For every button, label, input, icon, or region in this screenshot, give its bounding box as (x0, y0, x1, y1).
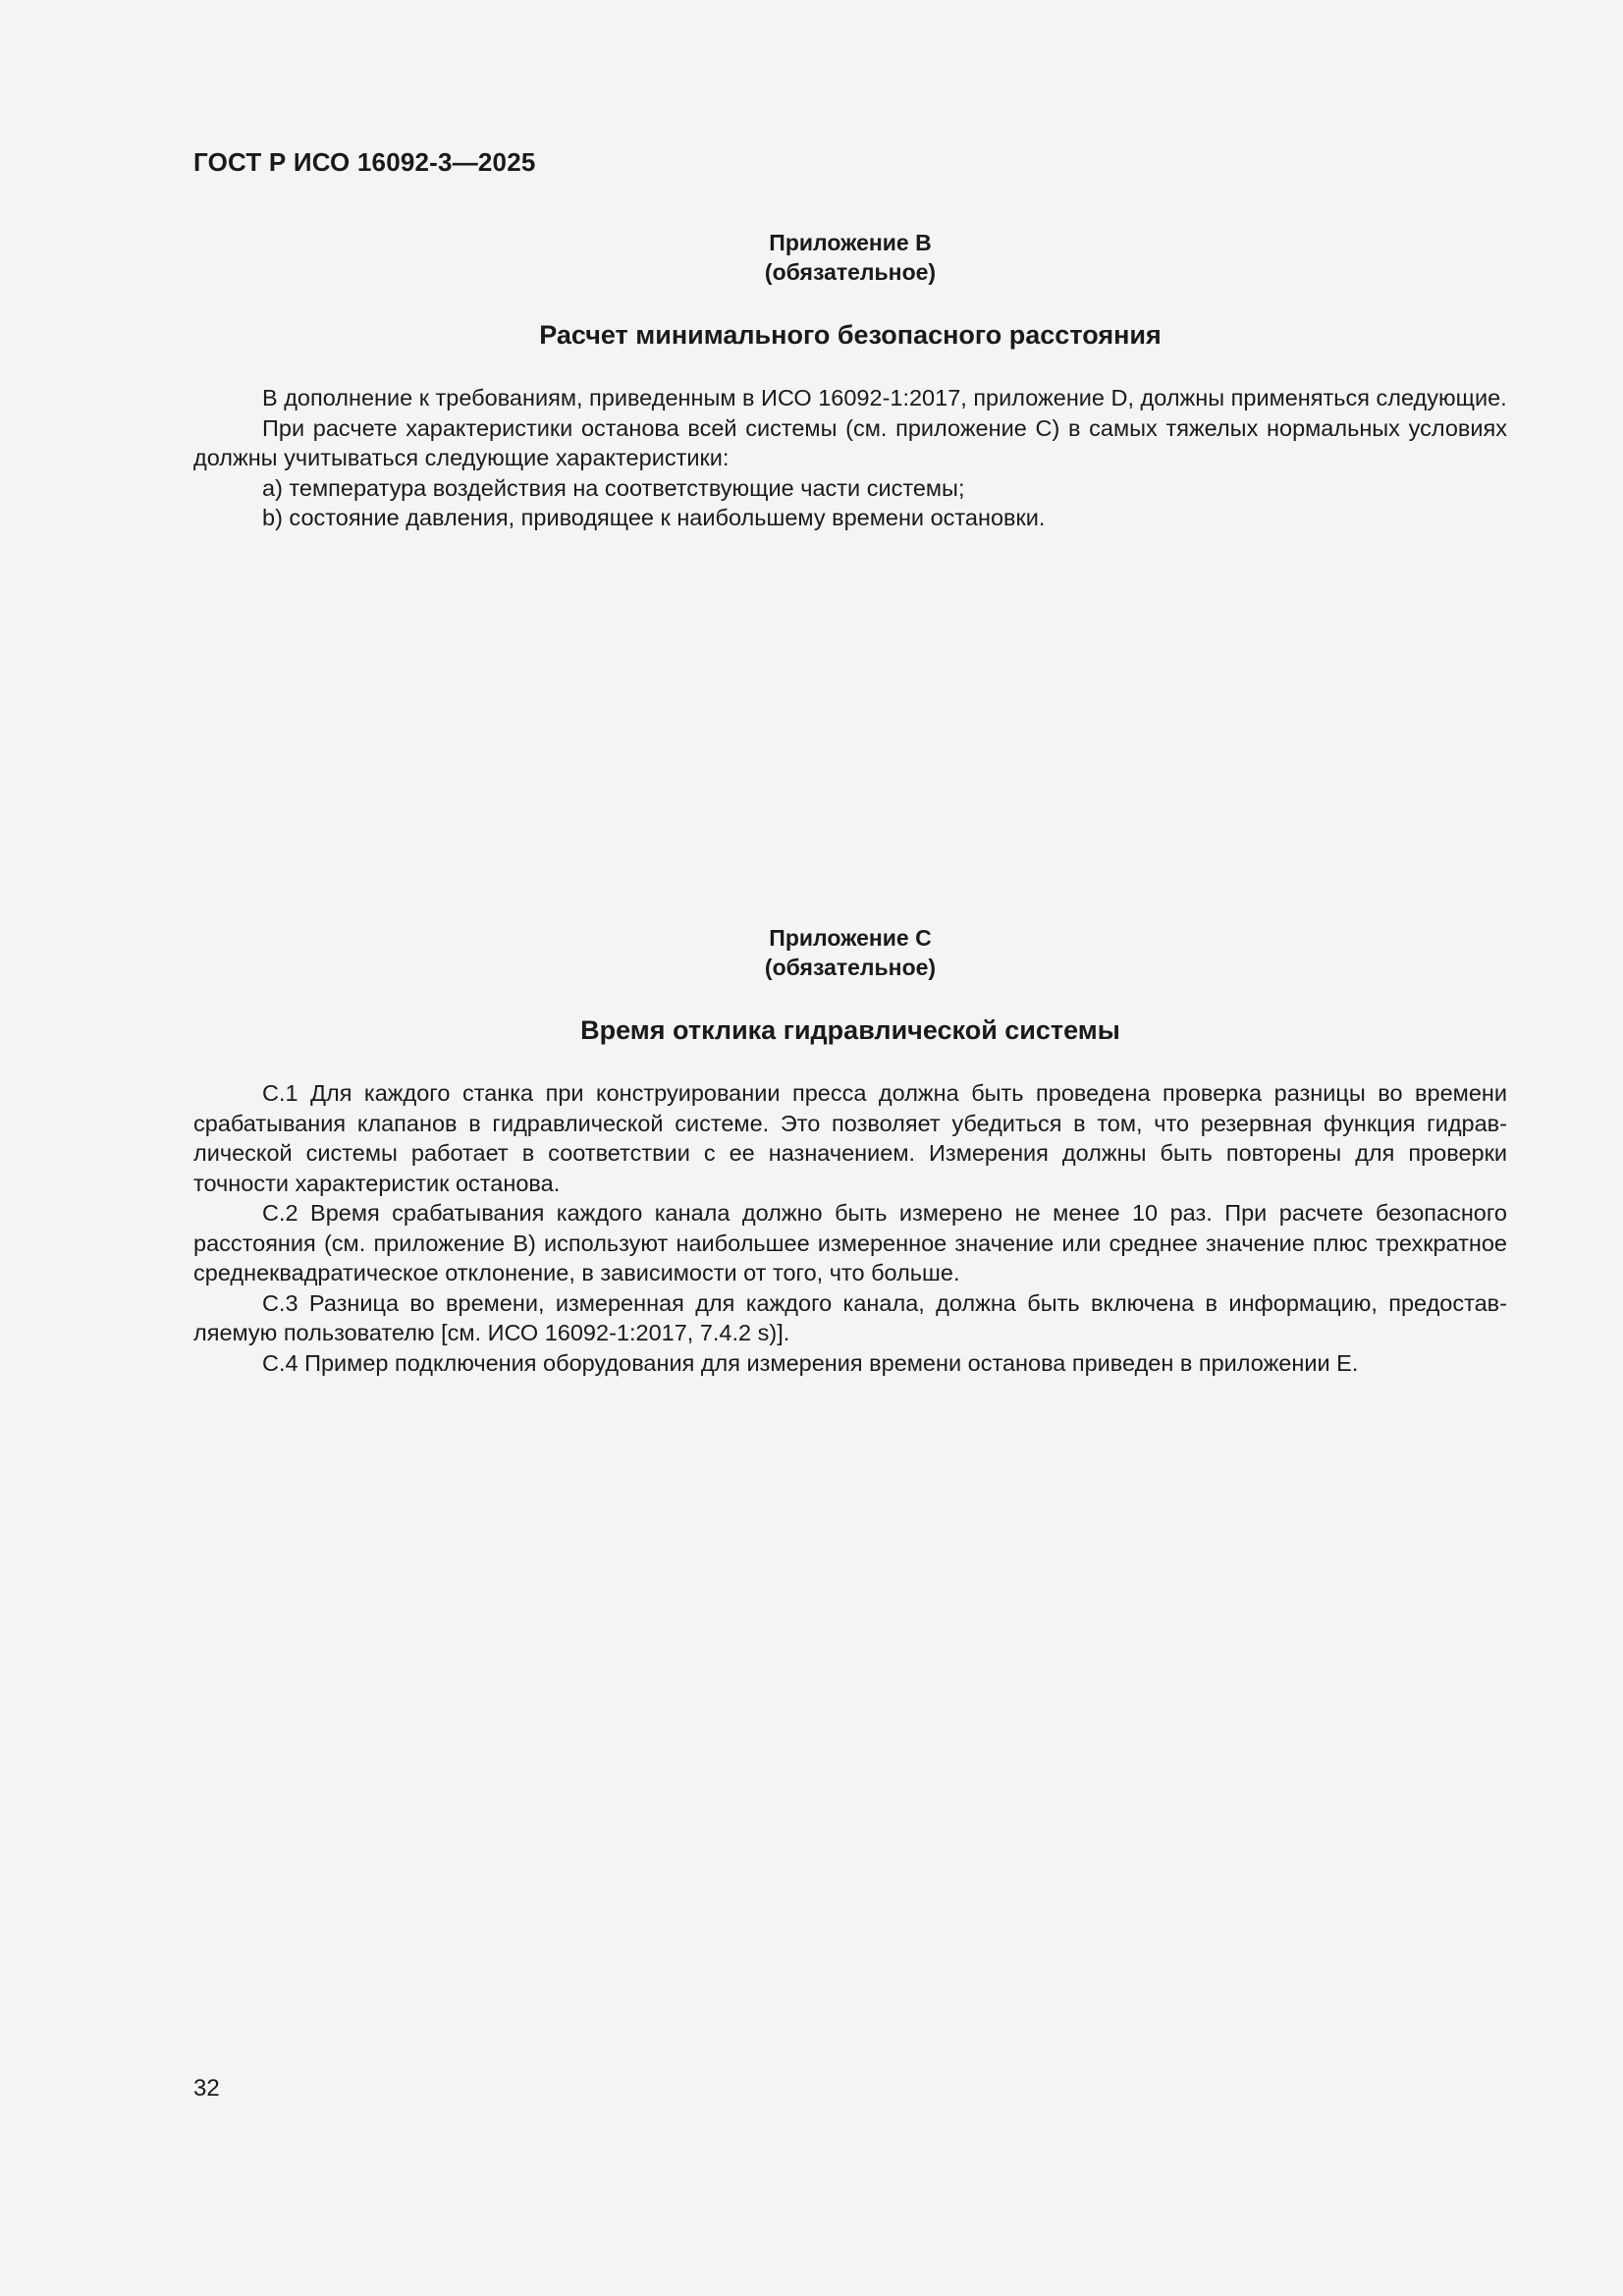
annex-c-title: Время отклика гидравлической системы (580, 1015, 1120, 1045)
document-header: ГОСТ Р ИСО 16092-3—2025 (193, 147, 536, 177)
annex-c-clause-c1: С.1 Для каждого станка при конструировании пресса должна быть проведена проверка разницы во времени срабатывания клапанов в гидравлической системе. Это позволяет убедиться в том, что резервная функция гидравлической системы работает в соответствии с ее назначением. Измерения должны быть повторены для проверки точности характеристик останова. (193, 1080, 1507, 1196)
annex-b-list-item: b) состояние давления, приводящее к наибольшему времени остановки. (262, 505, 1046, 530)
annex-c-clause-c3: С.3 Разница во времени, измеренная для каждого канала, должна быть включена в информацию, предоставляемую пользователю [см. ИСО 16092-1:2017, 7.4.2 s)]. (193, 1289, 1507, 1345)
annex-b-title: Расчет минимального безопасного расстояния (539, 320, 1162, 350)
annex-b-status: (обязательное) (764, 259, 937, 285)
page-number: 32 (193, 2075, 220, 2102)
annex-c (193, 923, 1507, 1378)
annex-c-clause-c4: С.4 Пример подключения оборудования для измерения времени останова приведен в приложении Е. (262, 1349, 1359, 1376)
annex-b-label: Приложение В (769, 230, 932, 255)
annex-b-paragraph: В дополнение к требованиям, приведенным в ИСО 16092-1:2017, приложение D, должны применяться следующие. (262, 385, 1507, 410)
annex-c-status: (обязательное) (764, 955, 937, 980)
annex-b-list-item: a) температура воздействия на соответствующие части системы; (262, 474, 965, 501)
annex-c-clause-c2: С.2 Время срабатывания каждого канала должно быть измерено не менее 10 раз. При расчете безопасного расстояния (см. приложение В) используют наибольшее измеренное значение или среднее значение плюс трехкратное среднеквадратическое отклонение, в зависимости от того, что больше. (193, 1200, 1507, 1285)
annex-c-label: Приложение С (769, 925, 932, 951)
annex-b-paragraph: При расчете характеристики останова всей системы (см. приложение С) в самых тяжелых нормальных условиях должны учитываться следующие характеристики: (193, 414, 1507, 470)
annex-b (193, 228, 1507, 533)
